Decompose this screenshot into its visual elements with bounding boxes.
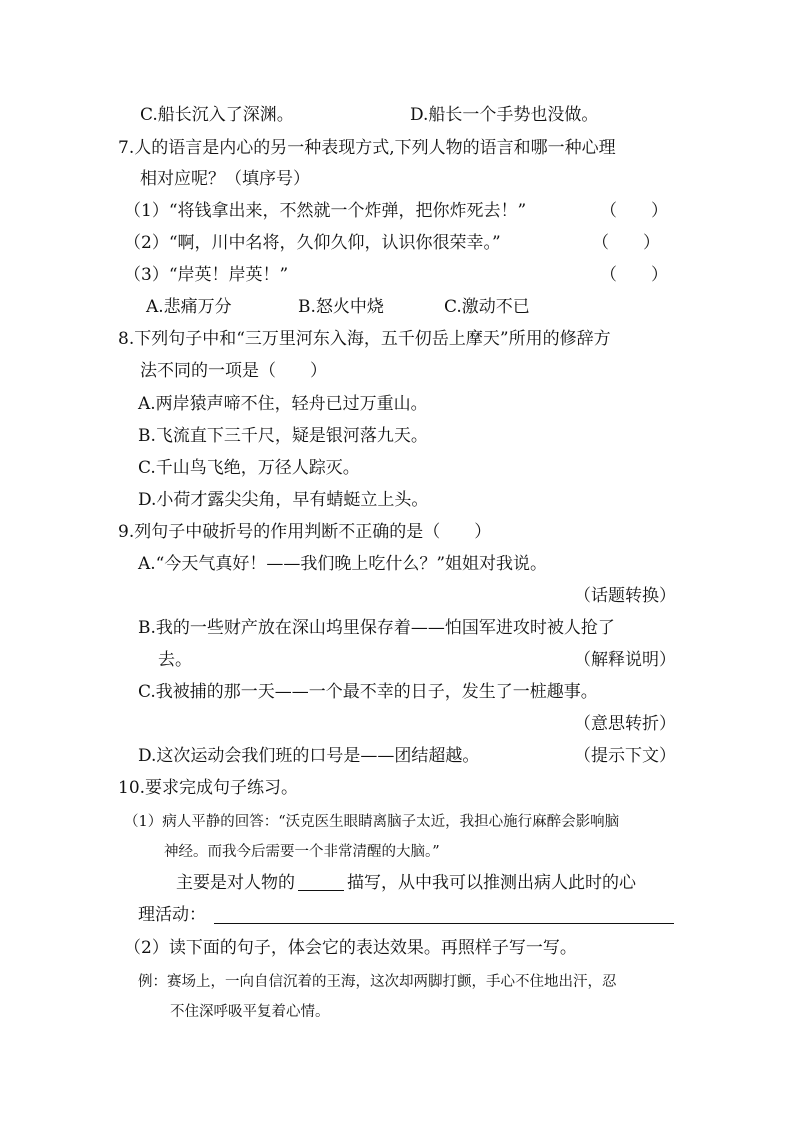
q10-part1-prompt-a: 主要是对人物的 <box>176 873 295 893</box>
q7-item-3-answer-paren[interactable]: （ ） <box>600 265 668 285</box>
q7-item-3: （3）“岸英！岸英！” <box>124 265 289 285</box>
q10-part1-quote-line1: （1）病人平静的回答：“沃克医生眼睛离脑子太近，我担心施行麻醉会影响脑 <box>124 814 620 830</box>
q10-part1-quote-line2: 神经。而我今后需要一个非常清醒的大脑。” <box>164 844 440 860</box>
q8-stem-line2: 法不同的一项是（ ） <box>140 361 327 381</box>
q9-option-c: C.我被捕的那一天——一个最不幸的日子，发生了一桩趣事。 <box>138 682 598 702</box>
q7-item-2-answer-paren[interactable]: （ ） <box>592 233 660 253</box>
q10-part1-label: 理活动： <box>138 905 206 925</box>
q10-part1-fill-blank[interactable] <box>298 872 344 891</box>
q9-option-d: D.这次运动会我们班的口号是——团结超越。 <box>138 746 480 766</box>
q10-stem: 10.要求完成句子练习。 <box>118 778 299 798</box>
q7-option-a: A.悲痛万分 <box>146 297 232 317</box>
q8-option-d: D.小荷才露尖尖角，早有蜻蜓立上头。 <box>138 490 429 510</box>
q9-option-a: A.“今天气真好！——我们晚上吃什么？”姐姐对我说。 <box>138 554 548 574</box>
q8-stem-line1: 8.下列句子中和“三万里河东入海，五千仞岳上摩天”所用的修辞方 <box>118 329 611 349</box>
q8-option-b: B.飞流直下三千尺，疑是银河落九天。 <box>138 426 428 446</box>
q7-item-1-answer-paren[interactable]: （ ） <box>600 201 668 221</box>
q7-item-2: （2）“啊，川中名将，久仰久仰，认识你很荣幸。” <box>124 233 501 253</box>
q9-option-a-note: （话题转换） <box>574 586 676 606</box>
q9-stem: 9.列句子中破折号的作用判断不正确的是（ ） <box>118 522 492 542</box>
q9-option-d-note: （提示下文） <box>574 746 676 766</box>
q7-item-1: （1）“将钱拿出来，不然就一个炸弹，把你炸死去！” <box>124 201 527 221</box>
q9-option-b-line1: B.我的一些财产放在深山坞里保存着——怕国军进攻时被人抢了 <box>138 618 615 638</box>
q10-example-line2: 不住深呼吸平复着心情。 <box>170 1004 330 1020</box>
q8-option-c: C.千山鸟飞绝，万径人踪灭。 <box>138 458 360 478</box>
q6-option-d: D.船长一个手势也没做。 <box>410 105 599 125</box>
q7-stem-line2: 相对应呢？（填序号） <box>140 169 310 189</box>
q10-part1-prompt-b: 描写，从中我可以推测出病人此时的心 <box>347 873 636 893</box>
q6-option-c: C.船长沉入了深渊。 <box>140 105 294 125</box>
q9-option-b-line2: 去。 <box>158 650 192 670</box>
q9-option-c-note: （意思转折） <box>574 714 676 734</box>
q7-option-b: B.怒火中烧 <box>298 297 384 317</box>
q8-option-a: A.两岸猿声啼不住，轻舟已过万重山。 <box>138 394 428 414</box>
q10-part1-prompt <box>176 871 636 895</box>
q10-part1-answer-line[interactable] <box>214 923 674 924</box>
q10-part2-stem: （2）读下面的句子，体会它的表达效果。再照样子写一写。 <box>124 938 577 958</box>
q10-example-line1: 例：赛场上，一向自信沉着的王海，这次却两脚打颤，手心不住地出汗，忍 <box>138 974 617 990</box>
q7-option-c: C.激动不已 <box>444 297 530 317</box>
q9-option-b-note: （解释说明） <box>574 650 676 670</box>
q7-stem-line1: 7.人的语言是内心的另一种表现方式,下列人物的语言和哪一种心理 <box>118 138 616 158</box>
